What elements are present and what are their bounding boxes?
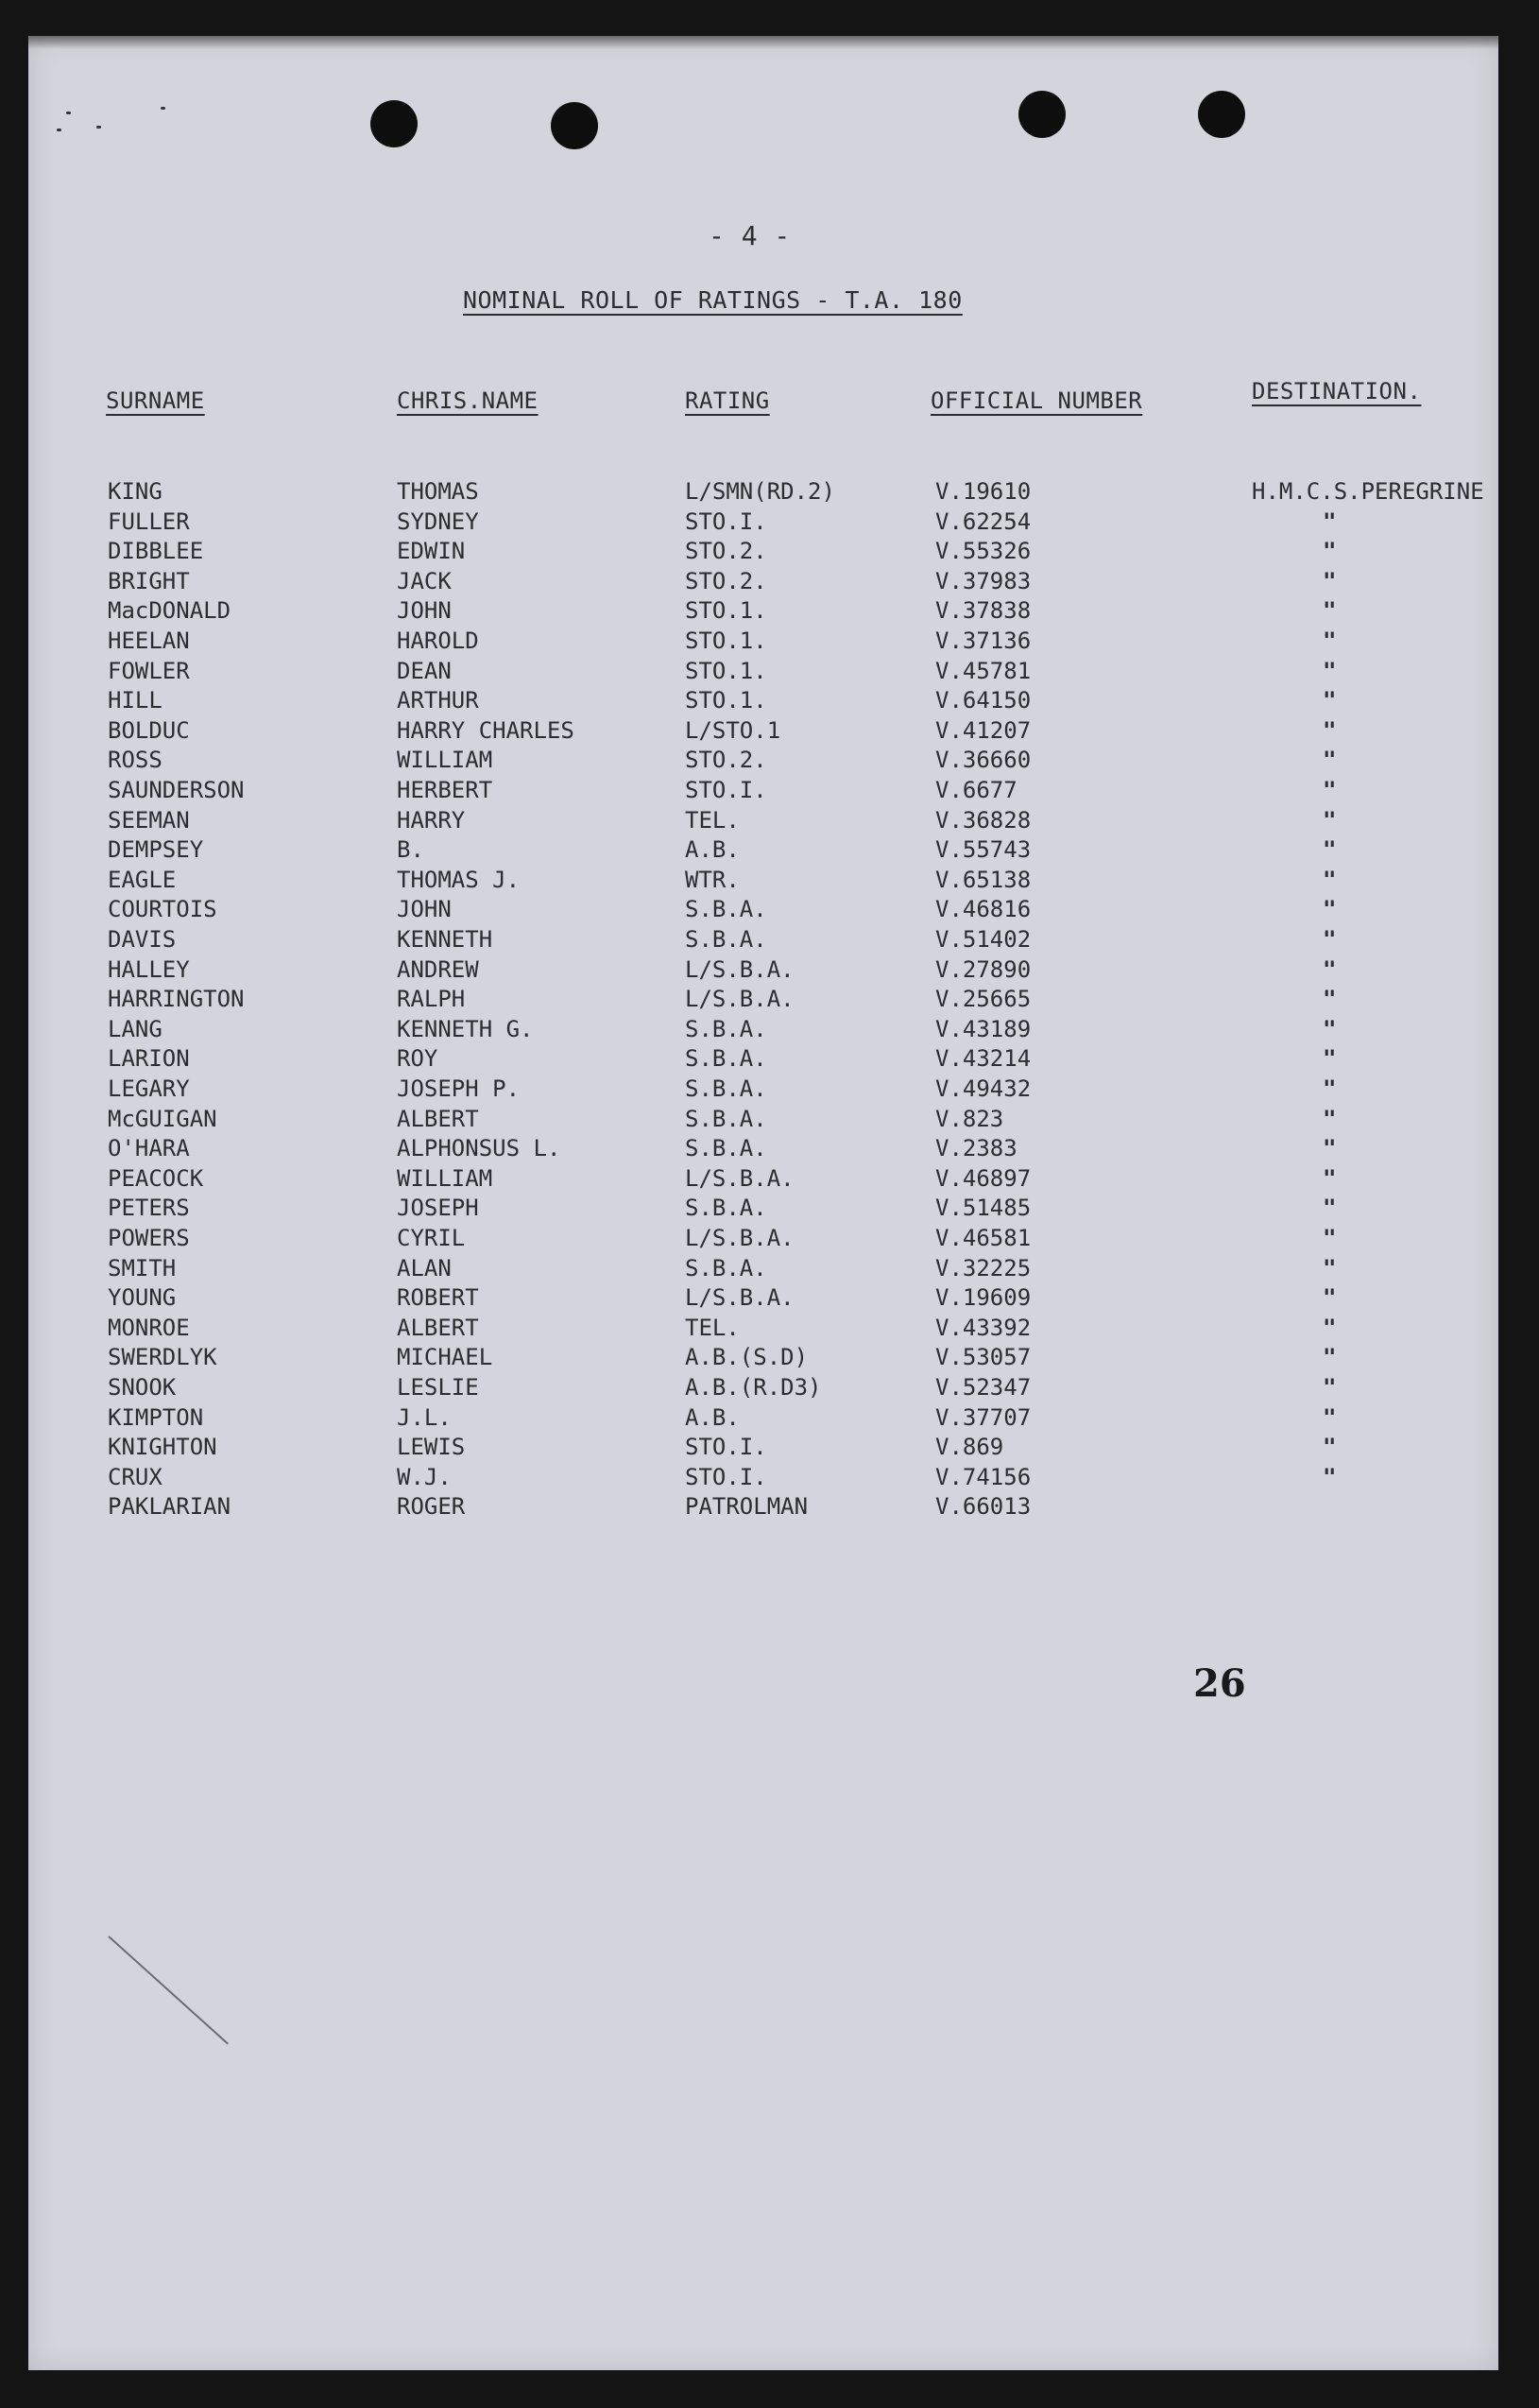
cell-rating: STO.1. <box>685 628 767 654</box>
cell-rating: STO.1. <box>685 687 767 714</box>
top-edge-shadow <box>28 36 1498 49</box>
cell-official-number: V.37136 <box>935 628 1032 654</box>
cell-official-number: V.37838 <box>935 597 1032 625</box>
cell-official-number: V.49432 <box>935 1075 1032 1102</box>
cell-official-number: V.2383 <box>935 1135 1017 1162</box>
punch-hole <box>1018 91 1066 138</box>
header-surname: SURNAME <box>106 387 205 414</box>
cell-rating: A.B.(S.D) <box>685 1344 809 1371</box>
cell-destination: " <box>1323 597 1337 625</box>
cell-surname: ROSS <box>108 747 162 774</box>
cell-surname: LANG <box>108 1015 162 1042</box>
cell-destination: " <box>1323 1075 1337 1102</box>
cell-christian-name: ROY <box>397 1045 438 1073</box>
cell-official-number: V.51485 <box>935 1195 1032 1222</box>
cell-official-number: V.74156 <box>935 1463 1032 1490</box>
cell-destination: " <box>1323 1284 1337 1312</box>
cell-christian-name: RALPH <box>397 986 466 1013</box>
cell-christian-name: LESLIE <box>397 1374 479 1401</box>
table-row <box>28 1464 1498 1494</box>
cell-official-number: V.36660 <box>935 747 1032 774</box>
cell-surname: COURTOIS <box>108 896 217 923</box>
cell-christian-name: EDWIN <box>397 538 466 565</box>
cell-official-number: V.53057 <box>935 1344 1032 1371</box>
cell-christian-name: ROBERT <box>397 1284 479 1312</box>
cell-destination: " <box>1323 747 1337 774</box>
cell-official-number: V.55326 <box>935 538 1032 565</box>
cell-surname: PAKLARIAN <box>108 1493 231 1521</box>
cell-rating: L/STO.1 <box>685 716 781 744</box>
table-row <box>28 1344 1498 1374</box>
cell-official-number: V.36828 <box>935 806 1032 834</box>
table-row <box>28 1434 1498 1464</box>
cell-destination: " <box>1323 687 1337 714</box>
table-row <box>28 986 1498 1016</box>
ink-speck <box>57 129 61 131</box>
cell-christian-name: JOHN <box>397 597 452 625</box>
cell-surname: BRIGHT <box>108 567 190 594</box>
cell-rating: L/S.B.A. <box>685 1225 795 1251</box>
page-marker: - 4 - <box>709 220 791 251</box>
table-row <box>28 836 1498 867</box>
cell-destination: " <box>1323 836 1337 864</box>
cell-destination: " <box>1323 716 1337 744</box>
cell-official-number: V.43214 <box>935 1045 1032 1073</box>
table-row <box>28 597 1498 628</box>
cell-destination: " <box>1323 1225 1337 1251</box>
cell-surname: EAGLE <box>108 866 177 893</box>
cell-official-number: V.823 <box>935 1105 1004 1132</box>
cell-official-number: V.869 <box>935 1434 1004 1461</box>
cell-official-number: V.65138 <box>935 866 1032 893</box>
table-row <box>28 1374 1498 1404</box>
cell-official-number: V.37707 <box>935 1403 1032 1431</box>
cell-official-number: V.46897 <box>935 1164 1032 1192</box>
cell-christian-name: J.L. <box>397 1403 452 1431</box>
cell-rating: STO.2. <box>685 567 767 594</box>
cell-surname: KNIGHTON <box>108 1434 217 1461</box>
table-row <box>28 1195 1498 1225</box>
cell-destination: " <box>1323 628 1337 654</box>
cell-official-number: V.51402 <box>935 926 1032 953</box>
cell-christian-name: HARRY CHARLES <box>397 716 574 744</box>
cell-destination: " <box>1323 1374 1337 1401</box>
cell-surname: DAVIS <box>108 926 177 953</box>
cell-surname: SEEMAN <box>108 806 190 834</box>
table-row <box>28 926 1498 956</box>
table-row <box>28 538 1498 568</box>
cell-surname: HALLEY <box>108 955 190 983</box>
table-row <box>28 1016 1498 1046</box>
cell-rating: STO.2. <box>685 747 767 774</box>
cell-rating: L/S.B.A. <box>685 1164 795 1192</box>
cell-destination: " <box>1323 1015 1337 1042</box>
cell-destination: " <box>1323 1254 1337 1281</box>
cell-destination: " <box>1323 1135 1337 1162</box>
cell-official-number: V.25665 <box>935 986 1032 1013</box>
cell-surname: PETERS <box>108 1195 190 1222</box>
cell-christian-name: KENNETH <box>397 926 493 953</box>
cell-rating: L/S.B.A. <box>685 955 795 983</box>
cell-destination: " <box>1323 926 1337 953</box>
cell-rating: A.B.(R.D3) <box>685 1374 822 1401</box>
cell-christian-name: WILLIAM <box>397 747 493 774</box>
ink-speck <box>161 107 165 110</box>
table-row <box>28 807 1498 837</box>
cell-rating: STO.1. <box>685 657 767 684</box>
cell-christian-name: ALPHONSUS L. <box>397 1135 561 1162</box>
table-row <box>28 1284 1498 1315</box>
table-row <box>28 867 1498 897</box>
cell-surname: DEMPSEY <box>108 836 204 864</box>
punch-hole <box>1198 91 1245 138</box>
header-destination: DESTINATION. <box>1252 378 1422 404</box>
cell-destination: " <box>1323 777 1337 803</box>
cell-christian-name: MICHAEL <box>397 1344 493 1371</box>
cell-christian-name: ALAN <box>397 1254 452 1281</box>
cell-surname: SAUNDERSON <box>108 777 245 803</box>
cell-rating: S.B.A. <box>685 1254 767 1281</box>
cell-rating: STO.I. <box>685 777 767 803</box>
cell-rating: A.B. <box>685 836 740 864</box>
cell-official-number: V.43392 <box>935 1314 1032 1341</box>
cell-surname: MacDONALD <box>108 597 231 625</box>
cell-surname: LARION <box>108 1045 190 1073</box>
cell-surname: McGUIGAN <box>108 1105 217 1132</box>
cell-christian-name: W.J. <box>397 1463 452 1490</box>
cell-destination: " <box>1323 866 1337 893</box>
ink-speck <box>96 126 101 129</box>
document-title: NOMINAL ROLL OF RATINGS - T.A. 180 <box>463 286 963 314</box>
table-row <box>28 1135 1498 1165</box>
cell-official-number: V.6677 <box>935 777 1017 803</box>
cell-destination: " <box>1323 896 1337 923</box>
cell-official-number: V.19610 <box>935 478 1032 505</box>
cell-official-number: V.37983 <box>935 567 1032 594</box>
cell-rating: S.B.A. <box>685 1075 767 1102</box>
cell-destination: " <box>1323 1105 1337 1132</box>
cell-rating: A.B. <box>685 1403 740 1431</box>
table-row <box>28 1255 1498 1285</box>
cell-rating: S.B.A. <box>685 1135 767 1162</box>
cell-rating: S.B.A. <box>685 1045 767 1073</box>
table-row <box>28 1404 1498 1435</box>
table-row <box>28 956 1498 987</box>
cell-official-number: V.64150 <box>935 687 1032 714</box>
cell-destination: " <box>1323 1045 1337 1073</box>
cell-official-number: V.46581 <box>935 1225 1032 1251</box>
cell-surname: HILL <box>108 687 162 714</box>
cell-surname: SWERDLYK <box>108 1344 217 1371</box>
cell-christian-name: THOMAS J. <box>397 866 521 893</box>
cell-surname: MONROE <box>108 1314 190 1341</box>
table-row <box>28 568 1498 598</box>
cell-official-number: V.32225 <box>935 1254 1032 1281</box>
cell-christian-name: ANDREW <box>397 955 479 983</box>
cell-christian-name: WILLIAM <box>397 1164 493 1192</box>
cell-rating: L/S.B.A. <box>685 1284 795 1312</box>
cell-christian-name: B. <box>397 836 424 864</box>
cell-christian-name: HARRY <box>397 806 466 834</box>
cell-official-number: V.62254 <box>935 507 1032 535</box>
cell-official-number: V.27890 <box>935 955 1032 983</box>
table-row <box>28 896 1498 926</box>
header-official-number: OFFICIAL NUMBER <box>931 387 1143 414</box>
cell-destination: " <box>1323 1344 1337 1371</box>
cell-surname: KIMPTON <box>108 1403 204 1431</box>
cell-christian-name: SYDNEY <box>397 507 479 535</box>
cell-destination: " <box>1323 806 1337 834</box>
cell-rating: STO.2. <box>685 538 767 565</box>
cell-christian-name: LEWIS <box>397 1434 466 1461</box>
table-row <box>28 508 1498 539</box>
cell-rating: S.B.A. <box>685 896 767 923</box>
cell-destination: " <box>1323 955 1337 983</box>
cell-rating: WTR. <box>685 866 740 893</box>
ink-speck <box>66 112 71 114</box>
table-row <box>28 1045 1498 1075</box>
cell-surname: BOLDUC <box>108 716 190 744</box>
table-row <box>28 1075 1498 1106</box>
cell-surname: FULLER <box>108 507 190 535</box>
cell-christian-name: JACK <box>397 567 452 594</box>
header-rating: RATING <box>685 387 770 414</box>
cell-destination: " <box>1323 1164 1337 1192</box>
cell-official-number: V.55743 <box>935 836 1032 864</box>
cell-surname: YOUNG <box>108 1284 177 1312</box>
cell-christian-name: JOSEPH P. <box>397 1075 521 1102</box>
cell-surname: PEACOCK <box>108 1164 204 1192</box>
document-page <box>28 36 1498 2370</box>
cell-surname: SNOOK <box>108 1374 177 1401</box>
cell-surname: KING <box>108 478 162 505</box>
cell-official-number: V.43189 <box>935 1015 1032 1042</box>
table-row <box>28 1165 1498 1195</box>
cell-surname: O'HARA <box>108 1135 190 1162</box>
table-row <box>28 478 1498 508</box>
cell-rating: STO.I. <box>685 1463 767 1490</box>
cell-christian-name: HAROLD <box>397 628 479 654</box>
cell-surname: HEELAN <box>108 628 190 654</box>
cell-christian-name: ALBERT <box>397 1105 479 1132</box>
cell-surname: DIBBLEE <box>108 538 204 565</box>
cell-rating: STO.I. <box>685 507 767 535</box>
cell-destination: " <box>1323 1463 1337 1490</box>
cell-destination: " <box>1323 538 1337 565</box>
cell-destination: " <box>1323 1195 1337 1222</box>
cell-rating: S.B.A. <box>685 1105 767 1132</box>
cell-surname: HARRINGTON <box>108 986 245 1013</box>
table-row <box>28 1106 1498 1136</box>
cell-official-number: V.66013 <box>935 1493 1032 1521</box>
cell-christian-name: ALBERT <box>397 1314 479 1341</box>
cell-destination: H.M.C.S.PEREGRINE <box>1252 478 1484 505</box>
cell-official-number: V.52347 <box>935 1374 1032 1401</box>
cell-christian-name: THOMAS <box>397 478 479 505</box>
cell-christian-name: CYRIL <box>397 1225 466 1251</box>
paper-scratch <box>108 1935 229 2044</box>
cell-surname: SMITH <box>108 1254 177 1281</box>
table-row <box>28 1225 1498 1255</box>
table-row <box>28 1493 1498 1523</box>
cell-destination: " <box>1323 657 1337 684</box>
cell-official-number: V.46816 <box>935 896 1032 923</box>
cell-rating: S.B.A. <box>685 1015 767 1042</box>
cell-surname: CRUX <box>108 1463 162 1490</box>
table-row <box>28 1315 1498 1345</box>
cell-destination: " <box>1323 1314 1337 1341</box>
cell-christian-name: JOHN <box>397 896 452 923</box>
cell-christian-name: DEAN <box>397 657 452 684</box>
cell-official-number: V.41207 <box>935 716 1032 744</box>
punch-hole <box>370 100 418 147</box>
cell-rating: TEL. <box>685 1314 740 1341</box>
cell-official-number: V.19609 <box>935 1284 1032 1312</box>
cell-rating: L/S.B.A. <box>685 986 795 1013</box>
cell-rating: STO.I. <box>685 1434 767 1461</box>
cell-surname: LEGARY <box>108 1075 190 1102</box>
cell-christian-name: HERBERT <box>397 777 493 803</box>
cell-rating: S.B.A. <box>685 926 767 953</box>
cell-official-number: V.45781 <box>935 657 1032 684</box>
folio-number: 26 <box>1193 1661 1246 1706</box>
cell-destination: " <box>1323 1434 1337 1461</box>
cell-rating: S.B.A. <box>685 1195 767 1222</box>
table-row <box>28 687 1498 717</box>
cell-christian-name: ARTHUR <box>397 687 479 714</box>
cell-destination: " <box>1323 1403 1337 1431</box>
table-row <box>28 628 1498 658</box>
cell-surname: FOWLER <box>108 657 190 684</box>
table-row <box>28 777 1498 807</box>
cell-destination: " <box>1323 507 1337 535</box>
cell-rating: STO.1. <box>685 597 767 625</box>
table-row <box>28 717 1498 748</box>
cell-christian-name: KENNETH G. <box>397 1015 534 1042</box>
table-row <box>28 747 1498 777</box>
cell-rating: TEL. <box>685 806 740 834</box>
cell-rating: L/SMN(RD.2) <box>685 478 835 505</box>
cell-destination: " <box>1323 986 1337 1013</box>
cell-christian-name: JOSEPH <box>397 1195 479 1222</box>
header-christian-name: CHRIS.NAME <box>397 387 539 414</box>
cell-rating: PATROLMAN <box>685 1493 809 1521</box>
cell-christian-name: ROGER <box>397 1493 466 1521</box>
cell-surname: POWERS <box>108 1225 190 1251</box>
cell-destination: " <box>1323 567 1337 594</box>
punch-hole <box>551 102 598 149</box>
table-row <box>28 658 1498 688</box>
